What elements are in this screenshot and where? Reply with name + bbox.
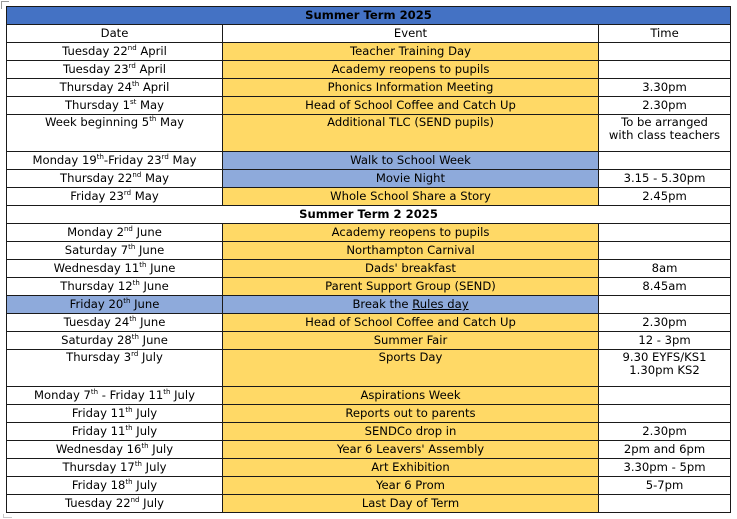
time-cell [599, 224, 731, 242]
event-cell: Movie Night [223, 170, 599, 188]
date-cell: Saturday 7th June [7, 242, 223, 260]
date-cell: Monday 2nd June [7, 224, 223, 242]
event-cell: Teacher Training Day [223, 43, 599, 61]
date-cell: Tuesday 22nd July [7, 495, 223, 513]
time-cell: 2.45pm [599, 188, 731, 206]
time-cell: To be arranged with class teachers [599, 115, 731, 152]
event-cell: Phonics Information Meeting [223, 79, 599, 97]
table-row [7, 260, 731, 278]
date-cell: Friday 11th July [7, 423, 223, 441]
time-cell: 2.30pm [599, 423, 731, 441]
term-title-row [7, 7, 731, 25]
event-cell: Academy reopens to pupils [223, 224, 599, 242]
time-cell: 2pm and 6pm [599, 441, 731, 459]
events-table [6, 6, 731, 513]
document-corner-mark-bottom [3, 514, 12, 518]
table-row [7, 314, 731, 332]
time-cell [599, 152, 731, 170]
date-cell: Thursday 17th July [7, 459, 223, 477]
table-row [7, 495, 731, 513]
time-cell: 8.45am [599, 278, 731, 296]
event-cell: SENDCo drop in [223, 423, 599, 441]
date-cell: Thursday 3rd July [7, 350, 223, 387]
date-cell: Friday 11th July [7, 405, 223, 423]
event-cell: Walk to School Week [223, 152, 599, 170]
event-cell: Summer Fair [223, 332, 599, 350]
date-cell: Tuesday 23rd April [7, 61, 223, 79]
table-row [7, 115, 731, 152]
event-cell: Sports Day [223, 350, 599, 387]
table-row [7, 405, 731, 423]
time-cell: 2.30pm [599, 97, 731, 115]
date-cell: Wednesday 11th June [7, 260, 223, 278]
table-row [7, 242, 731, 260]
date-cell: Thursday 24th April [7, 79, 223, 97]
header-event: Event [223, 25, 599, 43]
date-cell: Week beginning 5th May [7, 115, 223, 152]
time-cell [599, 387, 731, 405]
event-cell: Aspirations Week [223, 387, 599, 405]
table-row [7, 170, 731, 188]
event-cell: Year 6 Prom [223, 477, 599, 495]
time-cell: 3.30pm [599, 79, 731, 97]
subterm-title-row [7, 206, 731, 224]
time-cell: 2.30pm [599, 314, 731, 332]
event-cell: Northampton Carnival [223, 242, 599, 260]
date-cell: Friday 18th July [7, 477, 223, 495]
time-cell [599, 296, 731, 314]
time-cell: 12 - 3pm [599, 332, 731, 350]
table-row [7, 423, 731, 441]
event-cell: Whole School Share a Story [223, 188, 599, 206]
table-row [7, 43, 731, 61]
table-row [7, 332, 731, 350]
date-cell: Friday 23rd May [7, 188, 223, 206]
table-row [7, 477, 731, 495]
event-cell: Year 6 Leavers' Assembly [223, 441, 599, 459]
table-row [7, 278, 731, 296]
event-cell: Parent Support Group (SEND) [223, 278, 599, 296]
event-cell: Break the Rules day [223, 296, 599, 314]
time-cell: 9.30 EYFS/KS1 1.30pm KS2 [599, 350, 731, 387]
event-cell: Head of School Coffee and Catch Up [223, 97, 599, 115]
time-cell [599, 61, 731, 79]
table-row [7, 152, 731, 170]
time-cell [599, 405, 731, 423]
date-cell: Monday 7th - Friday 11th July [7, 387, 223, 405]
subterm-title: Summer Term 2 2025 [7, 206, 731, 224]
date-cell: Saturday 28th June [7, 332, 223, 350]
date-cell: Wednesday 16th July [7, 441, 223, 459]
date-cell: Monday 19th-Friday 23rd May [7, 152, 223, 170]
table-row [7, 296, 731, 314]
time-cell: 5-7pm [599, 477, 731, 495]
date-cell: Thursday 22nd May [7, 170, 223, 188]
event-cell: Head of School Coffee and Catch Up [223, 314, 599, 332]
event-cell: Dads' breakfast [223, 260, 599, 278]
event-cell: Additional TLC (SEND pupils) [223, 115, 599, 152]
table-row [7, 441, 731, 459]
header-date: Date [7, 25, 223, 43]
time-cell: 8am [599, 260, 731, 278]
table-row [7, 387, 731, 405]
time-cell [599, 242, 731, 260]
event-cell: Reports out to parents [223, 405, 599, 423]
table-row [7, 97, 731, 115]
date-cell: Thursday 12th June [7, 278, 223, 296]
date-cell: Tuesday 24th June [7, 314, 223, 332]
table-row [7, 79, 731, 97]
table-row [7, 459, 731, 477]
event-cell: Art Exhibition [223, 459, 599, 477]
date-cell: Tuesday 22nd April [7, 43, 223, 61]
header-row [7, 25, 731, 43]
table-row [7, 350, 731, 387]
time-cell [599, 495, 731, 513]
time-cell [599, 43, 731, 61]
date-cell: Friday 20th June [7, 296, 223, 314]
date-cell: Thursday 1st May [7, 97, 223, 115]
table-row [7, 61, 731, 79]
event-cell: Last Day of Term [223, 495, 599, 513]
event-cell: Academy reopens to pupils [223, 61, 599, 79]
table-row [7, 224, 731, 242]
term-title: Summer Term 2025 [7, 7, 731, 25]
time-cell: 3.30pm - 5pm [599, 459, 731, 477]
header-time: Time [599, 25, 731, 43]
table-row [7, 188, 731, 206]
time-cell: 3.15 - 5.30pm [599, 170, 731, 188]
